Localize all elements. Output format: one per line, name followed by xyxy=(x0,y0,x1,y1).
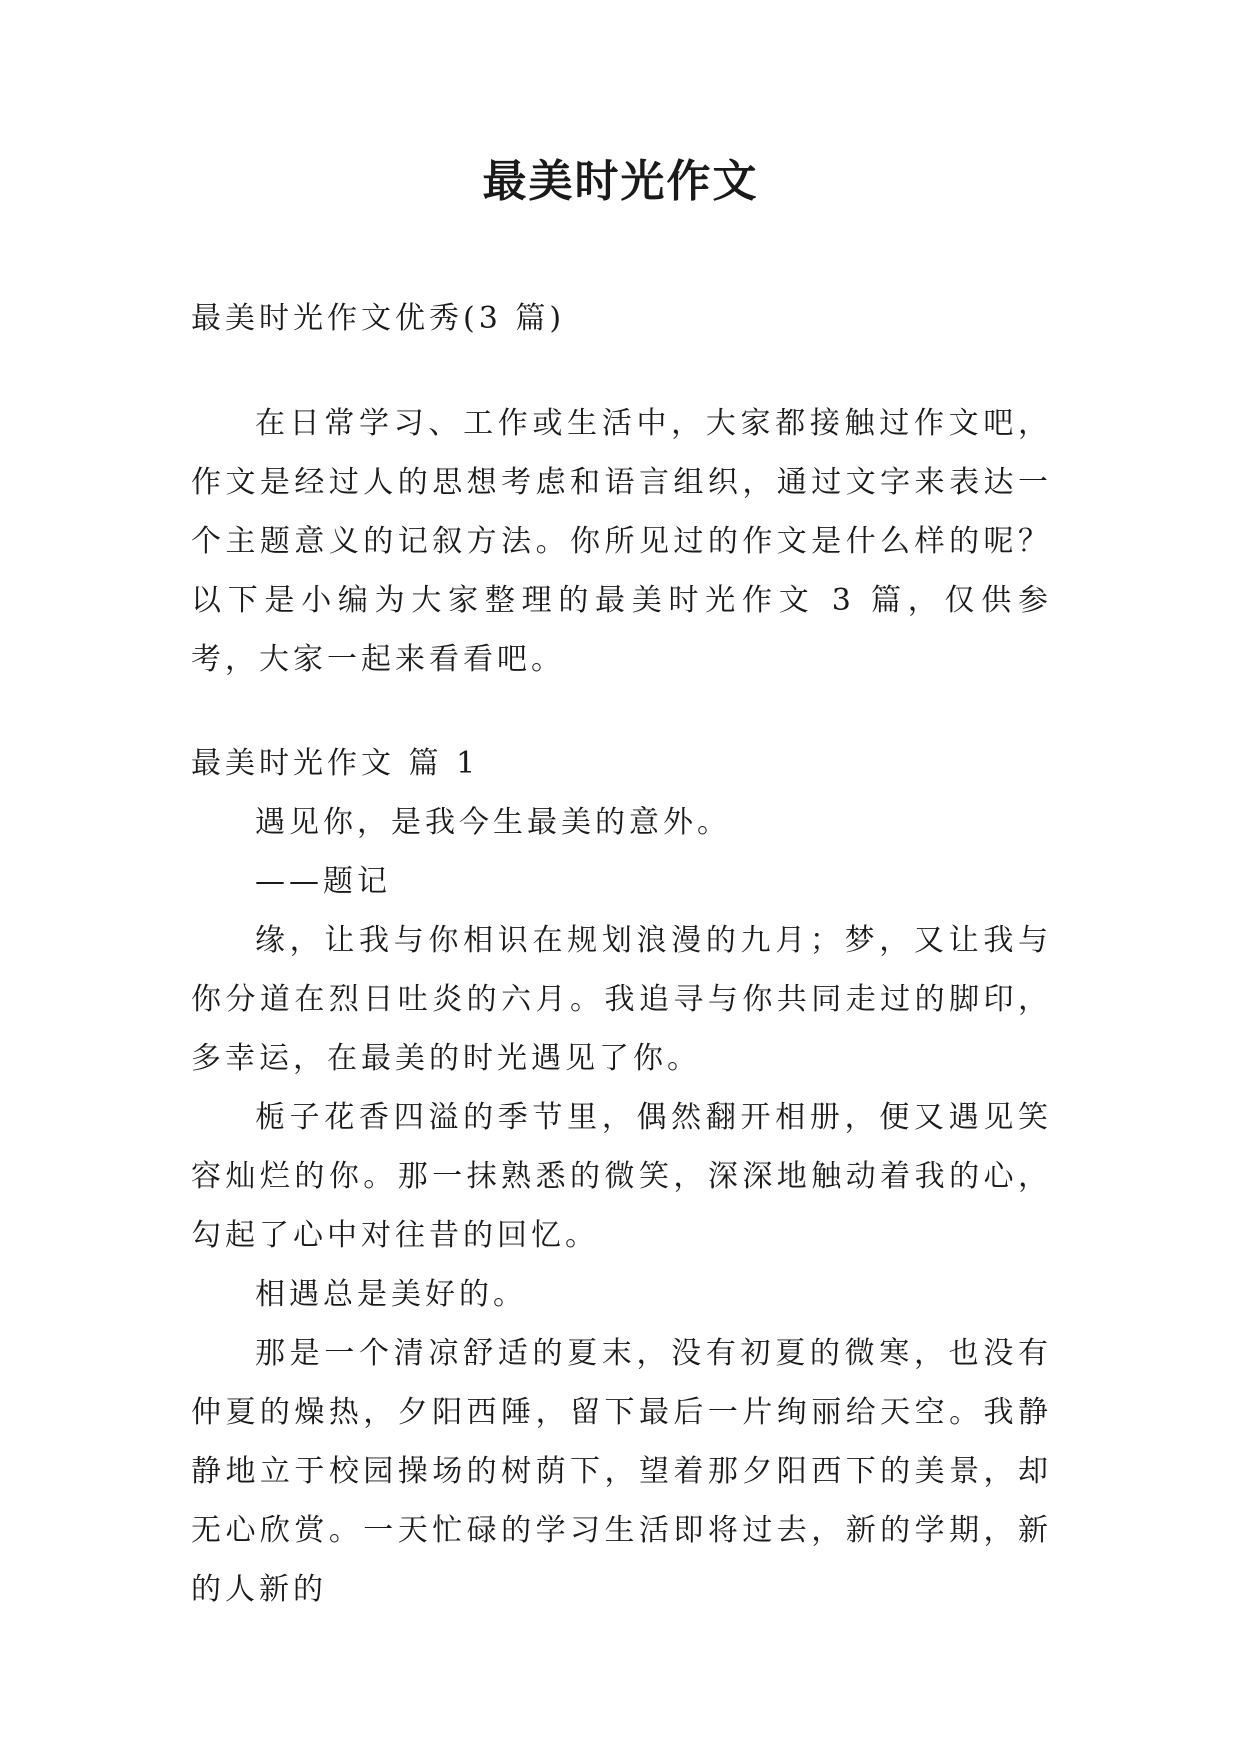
section-paragraph: 那是一个清凉舒适的夏末，没有初夏的微寒，也没有仲夏的燥热，夕阳西陲，留下最后一片绚丽给天空。我静静地立于校园操场的树荫下，望着那夕阳西下的美景，却无心欣赏。一天忙碌的学习生活即将过去，新的学期，新的人新的 xyxy=(191,1336,1052,1607)
document-title: 最美时光作文 xyxy=(482,156,759,207)
section-paragraph: 栀子花香四溢的季节里，偶然翻开相册，便又遇见笑容灿烂的你。那一抹熟悉的微笑，深深地触动着我的心，勾起了心中对往昔的回忆。 xyxy=(191,1100,1052,1253)
section-heading: 最美时光作文 篇 1 xyxy=(191,746,480,781)
intro-paragraph: 在日常学习、工作或生活中，大家都接触过作文吧，作文是经过人的思想考虑和语言组织，通过文字来表达一个主题意义的记叙方法。你所见过的作文是什么样的呢？以下是小编为大家整理的最美时光作文 3 篇，仅供参考，大家一起来看看吧。 xyxy=(191,406,1052,677)
document-subtitle: 最美时光作文优秀(3 篇) xyxy=(191,301,566,336)
section-paragraph: 遇见你，是我今生最美的意外。 xyxy=(255,805,731,840)
section-paragraph: 相遇总是美好的。 xyxy=(255,1277,527,1312)
section-paragraph: 缘，让我与你相识在规划浪漫的九月；梦，又让我与你分道在烈日吐炎的六月。我追寻与你共同走过的脚印，多幸运，在最美的时光遇见了你。 xyxy=(191,923,1052,1076)
section-paragraph: ——题记 xyxy=(255,864,391,899)
document-body xyxy=(191,290,1052,1619)
